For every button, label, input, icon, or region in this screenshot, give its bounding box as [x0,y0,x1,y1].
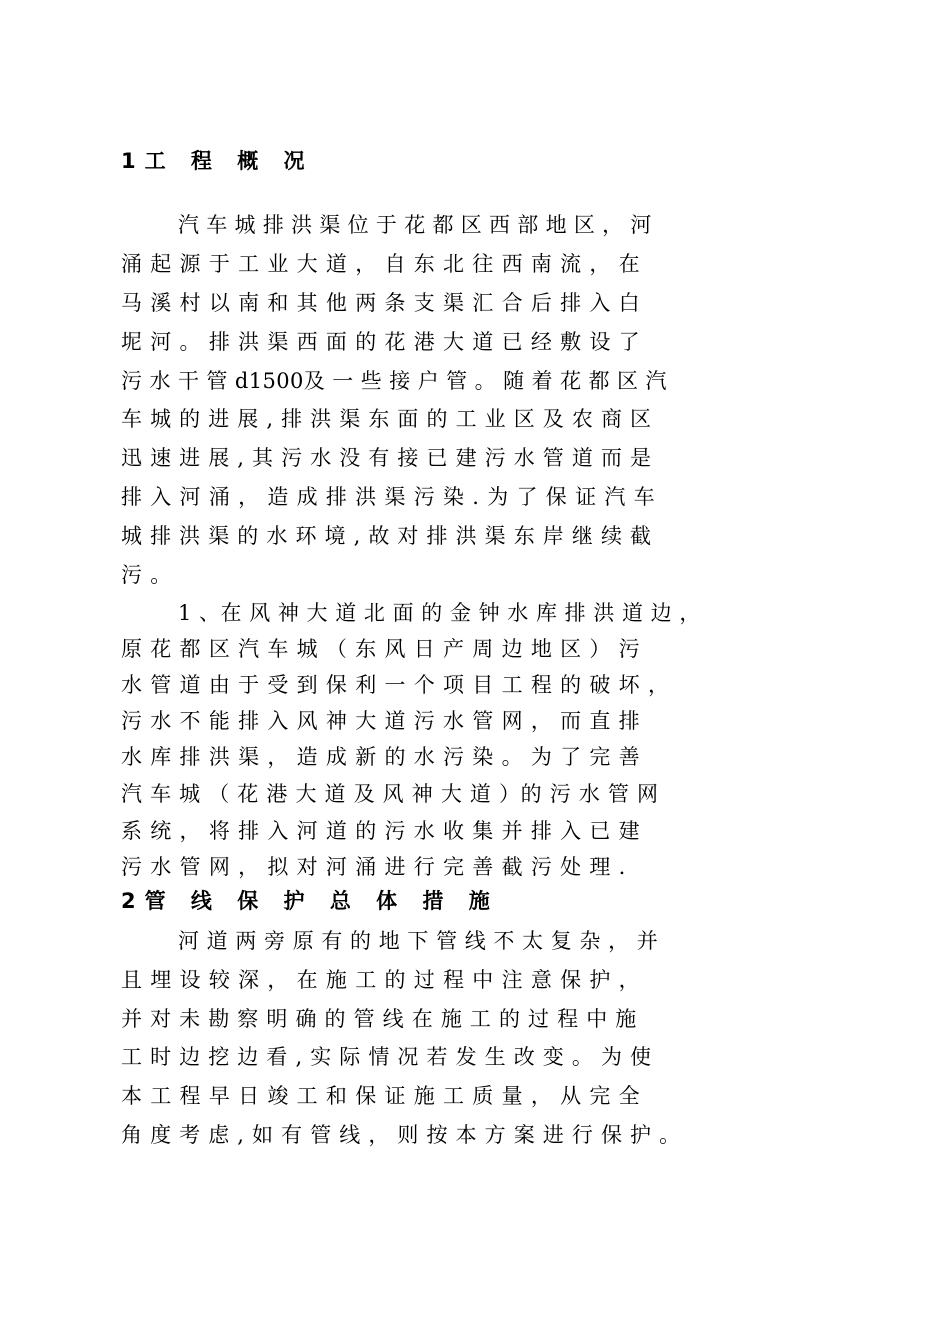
paragraph-line: 马 溪 村 以 南 和 其 他 两 条 支 渠 汇 合 后 排 入 白 [121,291,641,315]
section-2-heading: 2管 线 保 护 总 体 措 施 [121,889,499,913]
paragraph-line: 迅 速 进 展 , 其 污 水 没 有 接 已 建 污 水 管 道 而 是 [121,446,652,470]
paragraph-line: 并 对 未 勘 察 明 确 的 管 线 在 施 工 的 过 程 中 施 [121,1007,637,1031]
paragraph-line: 工 时 边 挖 边 看 , 实 际 情 况 若 发 生 改 变 。 为 使 [121,1045,652,1069]
paragraph-line: 坭 河 。 排 洪 渠 西 面 的 花 港 大 道 已 经 敷 设 了 [121,330,641,354]
paragraph-line: 本 工 程 早 日 竣 工 和 保 证 施 工 质 量 ， 从 完 全 [121,1084,641,1108]
paragraph-line: 排 入 河 涌 ， 造 成 排 洪 渠 污 染 . 为 了 保 证 汽 车 [121,485,656,509]
paragraph-line: 河 道 两 旁 原 有 的 地 下 管 线 不 太 复 杂 ， 并 [178,929,659,953]
paragraph-line: 汽 车 城 （ 花 港 大 道 及 风 神 大 道 ）的 污 水 管 网 [121,782,659,806]
paragraph-line: 角 度 考 虑 , 如 有 管 线 ， 则 按 本 方 案 进 行 保 护 。 [121,1123,681,1147]
paragraph-line: 系 统 ， 将 排 入 河 道 的 污 水 收 集 并 排 入 已 建 [121,819,641,843]
paragraph-line: 水 库 排 洪 渠 ， 造 成 新 的 水 污 染 。 为 了 完 善 [121,745,641,769]
section-1-heading: 1工 程 概 况 [121,149,314,173]
paragraph-line: 污 水 不 能 排 入 风 神 大 道 污 水 管 网 ， 而 直 排 [121,709,641,733]
paragraph-line: 汽 车 城 排 洪 渠 位 于 花 都 区 西 部 地 区 ， 河 [178,213,652,237]
paragraph-line: 城 排 洪 渠 的 水 环 境 , 故 对 排 洪 渠 东 岸 继 续 截 [121,524,652,548]
paragraph-line: 1 、在 风 神 大 道 北 面 的 金 钟 水 库 排 洪 道 边 ， [178,601,701,625]
paragraph-line: 污 水 干 管 d1500及 一 些 接 户 管 。 随 着 花 都 区 汽 [121,369,667,393]
paragraph-line: 污 。 [121,563,173,587]
paragraph-line: 原 花 都 区 汽 车 城 （ 东 风 日 产 周 边 地 区 ） 污 [121,637,641,661]
paragraph-line: 且 埋 设 较 深 ， 在 施 工 的 过 程 中 注 意 保 护 ， [121,968,641,992]
paragraph-line: 污 水 管 网 ， 拟 对 河 涌 进 行 完 善 截 污 处 理 . [121,855,627,879]
paragraph-line: 涌 起 源 于 工 业 大 道 ， 自 东 北 往 西 南 流 ， 在 [121,252,641,276]
paragraph-line: 水 管 道 由 于 受 到 保 利 一 个 项 目 工 程 的 破 坏 ， [121,673,670,697]
paragraph-line: 车 城 的 进 展 , 排 洪 渠 东 面 的 工 业 区 及 农 商 区 [121,407,652,431]
